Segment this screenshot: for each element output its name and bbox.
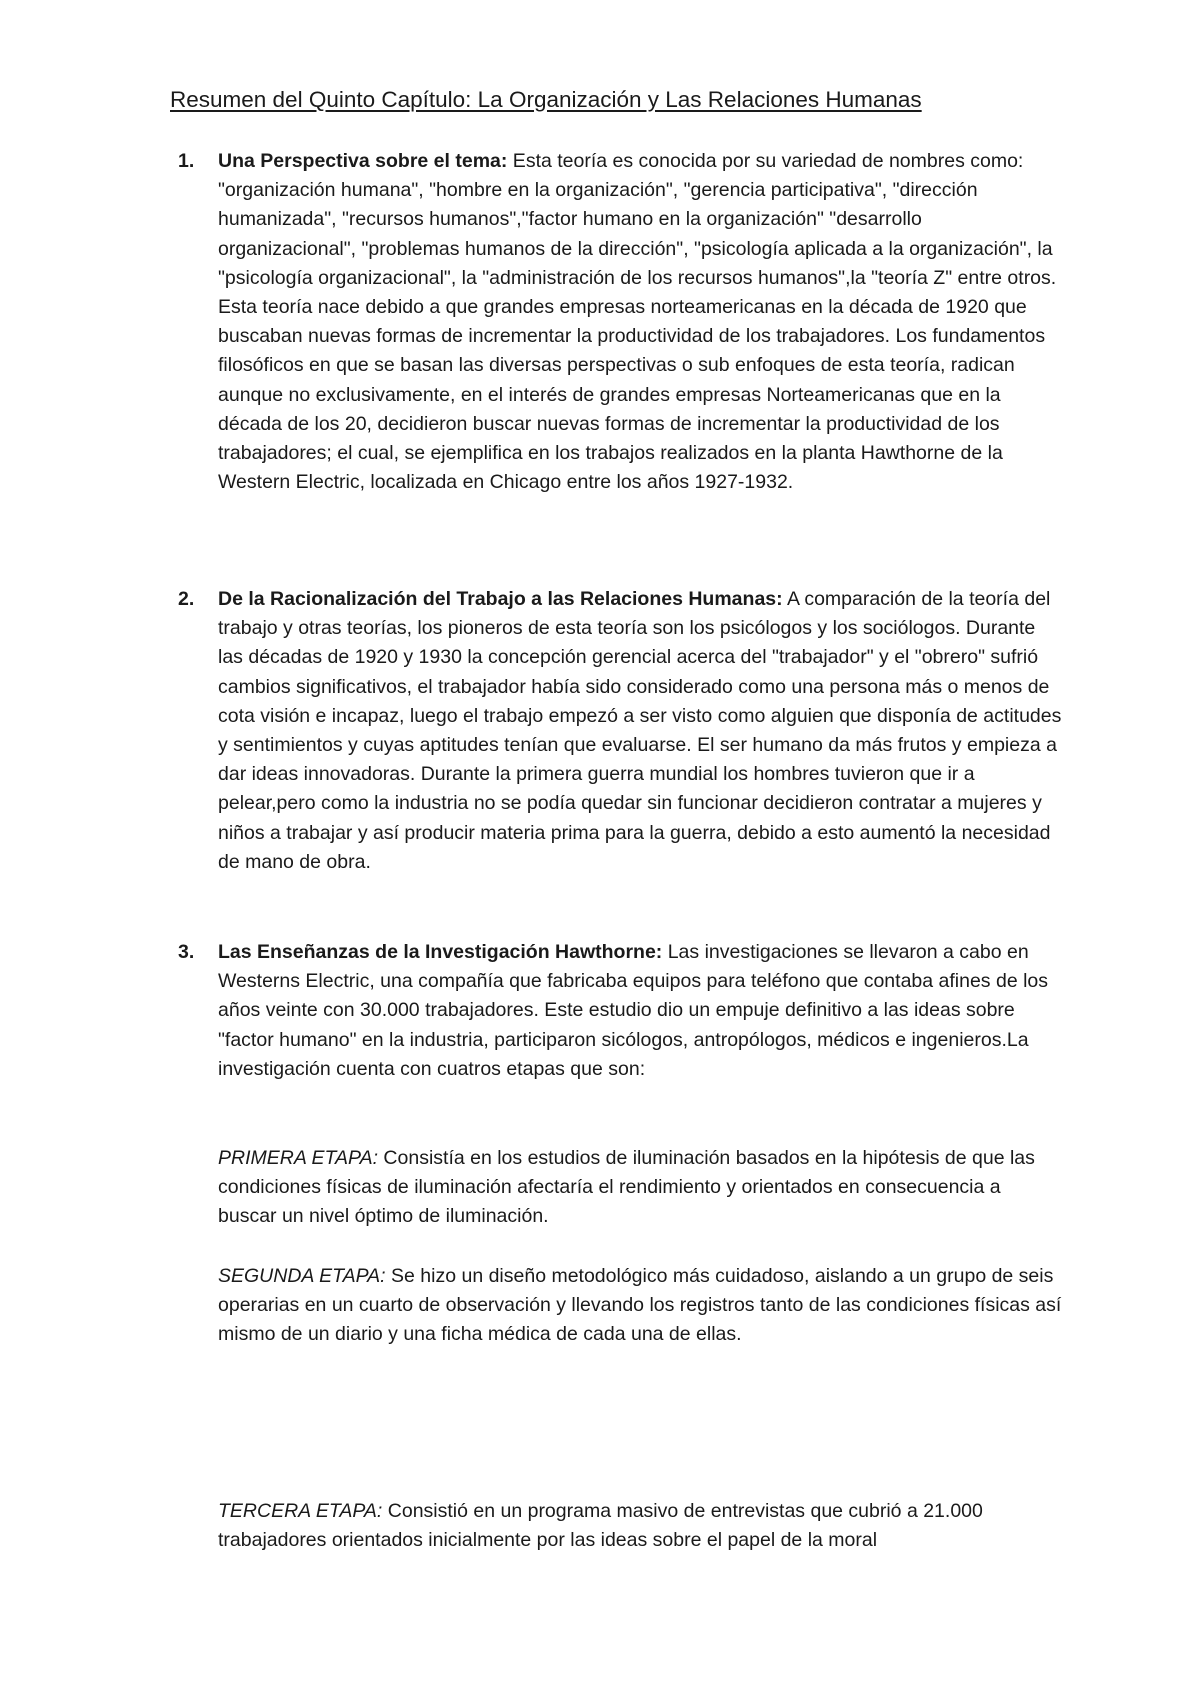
- list-item-number: 1.: [178, 150, 195, 172]
- list-item-heading: De la Racionalización del Trabajo a las Relaciones Humanas:: [218, 588, 783, 610]
- list-item-hawthorne: [178, 938, 1063, 1084]
- stage-heading: SEGUNDA ETAPA:: [218, 1265, 386, 1287]
- list-item-heading: Las Enseñanzas de la Investigación Hawthorne:: [218, 941, 663, 963]
- list-item-racionalizacion: [178, 585, 1063, 877]
- stage-tercera: [218, 1497, 1063, 1555]
- stage-heading: TERCERA ETAPA:: [218, 1500, 383, 1522]
- stage-primera: [218, 1144, 1063, 1232]
- stage-text: Consistía en los estudios de iluminación basados en la hipótesis de que las condiciones físicas de iluminación afectaría el rendimiento y orientados en consecuencia a buscar un nivel óptimo de iluminación.: [218, 1147, 1035, 1228]
- list-item-perspectiva: [178, 147, 1063, 497]
- list-item-text: Esta teoría es conocida por su variedad de nombres como: "organización humana", "hombre en la organización", "gerencia participativa", "dirección humanizada", "recursos humanos","factor humano en la organización" "desarrollo organizacional", "problemas humanos de la dirección", "psicología aplicada a la organización", la "psicología organizacional", la "administración de los recursos humanos",la "teoría Z" entre otros. Esta teoría nace debido a que grandes empresas norteamericanas en la década de 1920 que buscaban nuevas formas de incrementar la productividad de los trabajadores. Los fundamentos filosóficos en que se basan las diversas perspectivas o sub enfoques de esta teoría, radican aunque no exclusivamente, en el interés de grandes empresas Norteamericanas que en la década de los 20, decidieron buscar nuevas formas de incrementar la productividad de los trabajadores; el cual, se ejemplifica en los trabajos realizados en la planta Hawthorne de la Western Electric, localizada en Chicago entre los años 1927-1932.: [218, 150, 1057, 494]
- list-item-text: A comparación de la teoría del trabajo y otras teorías, los pioneros de esta teoría son los psicólogos y los sociólogos. Durante las décadas de 1920 y 1930 la concepción gerencial acerca del "trabajador" y el "obrero" sufrió cambios significativos, el trabajador había sido considerado como una persona más o menos de cota visión e incapaz, luego el trabajo empezó a ser visto como alguien que disponía de actitudes y sentimientos y cuyas aptitudes tenían que evaluarse. El ser humano da más frutos y empieza a dar ideas innovadoras. Durante la primera guerra mundial los hombres tuvieron que ir a pelear,pero como la industria no se podía quedar sin funcionar decidieron contratar a mujeres y niños a trabajar y así producir materia prima para la guerra, debido a esto aumentó la necesidad de mano de obra.: [218, 588, 1062, 873]
- list-item-heading: Una Perspectiva sobre el tema:: [218, 150, 508, 172]
- list-item-number: 2.: [178, 588, 195, 610]
- list-item-text: Las investigaciones se llevaron a cabo en Westerns Electric, una compañía que fabricaba equipos para teléfono que contaba afines de los años veinte con 30.000 trabajadores. Este estudio dio un empuje definitivo a las ideas sobre "factor humano" en la industria, participaron sicólogos, antropólogos, médicos e ingenieros.La investigación cuenta con cuatros etapas que son:: [218, 941, 1049, 1080]
- list-item-number: 3.: [178, 941, 195, 963]
- stage-heading: PRIMERA ETAPA:: [218, 1147, 378, 1169]
- stage-text: Se hizo un diseño metodológico más cuidadoso, aislando a un grupo de seis operarias en un cuarto de observación y llevando los registros tanto de las condiciones físicas así mismo de un diario y una ficha médica de cada una de ellas.: [218, 1265, 1062, 1346]
- stage-text: Consistió en un programa masivo de entrevistas que cubrió a 21.000 trabajadores orientados inicialmente por las ideas sobre el papel de la moral: [218, 1500, 983, 1552]
- stage-segunda: [218, 1262, 1063, 1350]
- document-title: Resumen del Quinto Capítulo: La Organización y Las Relaciones Humanas: [170, 87, 922, 112]
